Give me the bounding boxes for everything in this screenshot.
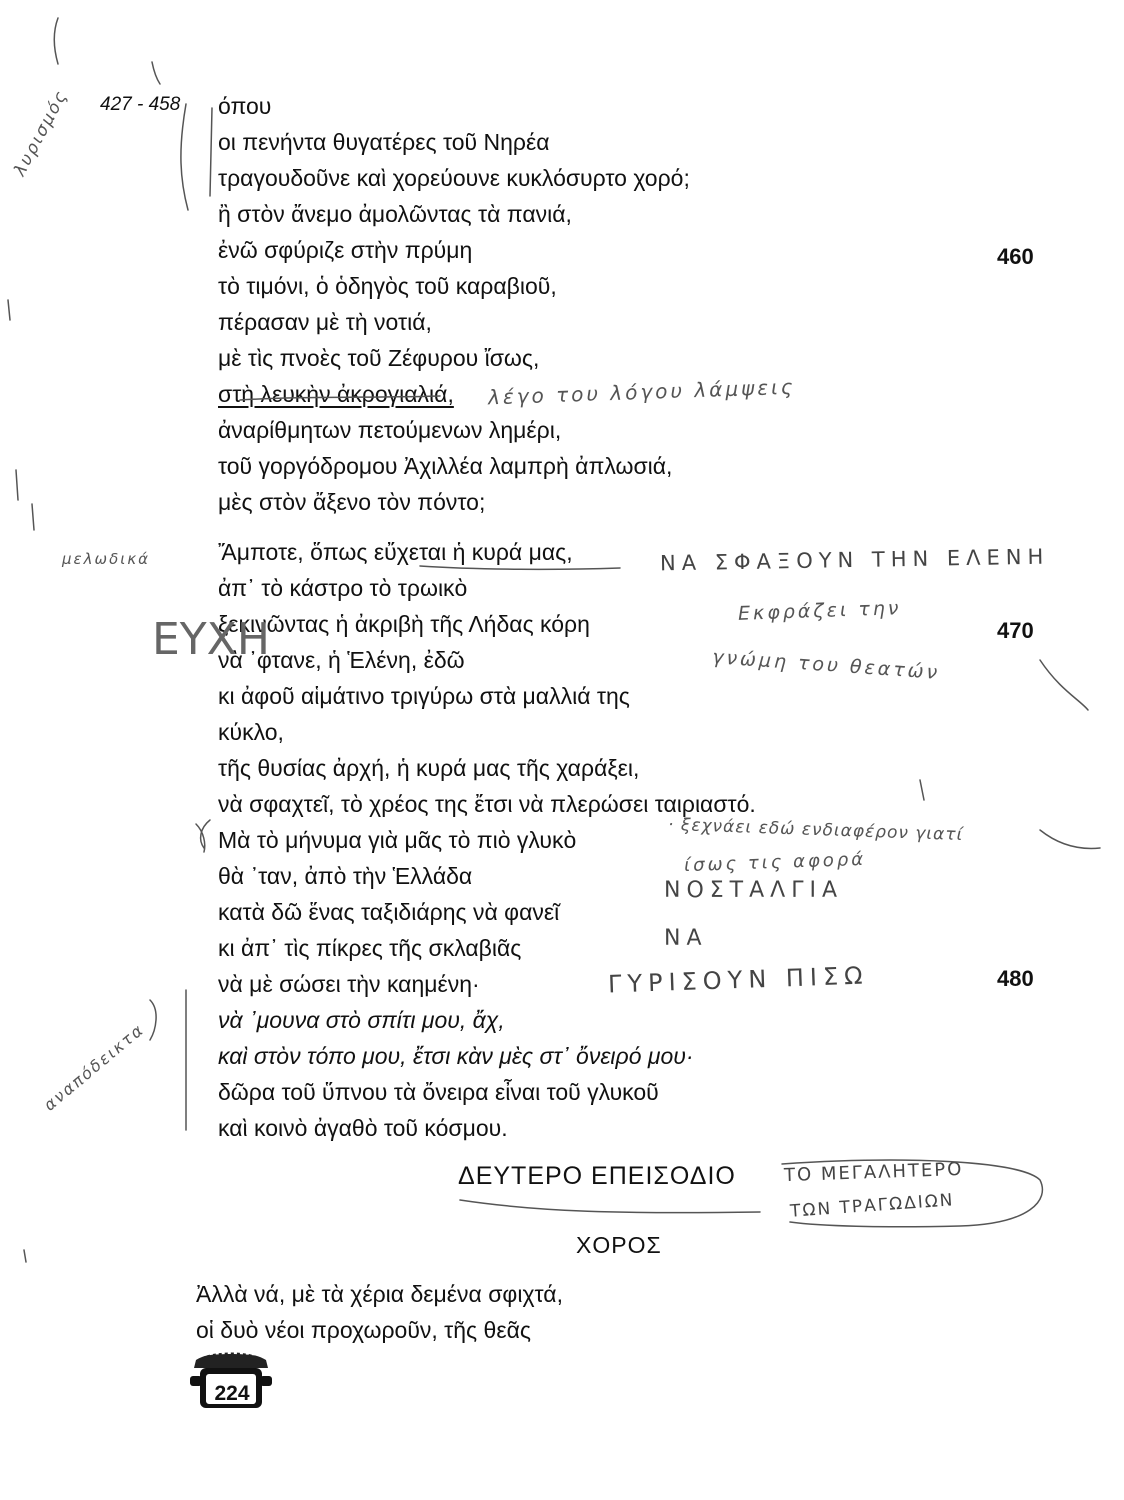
verse-line: Ἄμποτε, ὅπως εὔχεται ἡ κυρά μας,	[218, 539, 573, 565]
verse-line: κι ἀφοῦ αἱμάτινο τριγύρω στὰ μαλλιά της	[218, 683, 630, 709]
verse-line: μὲς στὸν ἄξενο τὸν πόντο;	[218, 489, 486, 515]
verse-line: ἀπ᾿ τὸ κάστρο τὸ τρωικὸ	[218, 575, 468, 601]
line-number: 460	[997, 244, 1034, 269]
verse-line: Ἀλλὰ νά, μὲ τὰ χέρια δεμένα σφιχτά,	[196, 1281, 563, 1307]
verse-line: κατὰ δῶ ἕνας ταξιδιάρης νὰ φανεῖ	[218, 899, 560, 925]
verse-line: νὰ ᾿φτανε, ἡ Ἑλένη, ἐδῶ	[218, 647, 465, 673]
verse-line: τῆς θυσίας ἀρχή, ἡ κυρά μας τῆς χαράξει,	[218, 755, 640, 781]
handwritten-margin-note: μελωδικά	[62, 550, 151, 568]
handwritten-note: · ξεχνάει εδώ ενδιαφέρον γιατί	[667, 814, 964, 846]
verse-line: ἀναρίθμητων πετούμενων λημέρι,	[218, 417, 562, 443]
verse-line: ἢ στὸν ἄνεμο ἀμολῶντας τὰ πανιά,	[218, 201, 572, 227]
handwritten-note: ΝΟΣΤΑΛΓΙΑ	[664, 878, 844, 903]
verse-line: κύκλο,	[218, 719, 284, 745]
handwritten-note: λέγο του λόγου λάμψεις	[487, 374, 796, 410]
handwritten-note: ΓΥΡΙΣΟΥΝ ΠΙΣΩ	[607, 961, 869, 999]
verse-line: Μὰ τὸ μήνυμα γιὰ μᾶς τὸ πιὸ γλυκὸ	[218, 827, 577, 853]
handwritten-note: ΤΟ ΜΕΓΑΛΗΤΕΡΟ	[783, 1158, 964, 1187]
verse-line: καὶ κοινὸ ἀγαθὸ τοῦ κόσμου.	[218, 1115, 508, 1141]
handwritten-note: ΝΑ	[664, 926, 708, 951]
verse-line: νὰ σφαχτεῖ, τὸ χρέος της ἔτσι νὰ πλερώσει ταιριαστό.	[218, 791, 756, 817]
verse-line-italic: καὶ στὸν τόπο μου, ἔτσι κὰν μὲς στ᾿ ὄνειρό μου·	[218, 1043, 694, 1069]
page-number: 224	[214, 1382, 250, 1405]
handwritten-note: γνώμη του θεατών	[711, 646, 941, 684]
handwritten-note: Εκφράζει την	[737, 597, 902, 625]
verse-line: τοῦ γοργόδρομου Ἀχιλλέα λαμπρὴ ἀπλωσιά,	[218, 453, 673, 479]
stanza-2	[218, 534, 756, 1146]
section-subheading: ΧΟΡΟΣ	[576, 1232, 662, 1258]
verse-line: τὸ τιμόνι, ὁ ὁδηγὸς τοῦ καραβιοῦ,	[218, 273, 557, 299]
handwritten-note: ίσως τις αφορά	[683, 848, 867, 877]
line-number: 470	[997, 618, 1034, 643]
handwritten-margin-note: αναπόδεικτα	[40, 1019, 148, 1115]
handwritten-note: ΤΩΝ ΤΡΑΓΩΔΙΩΝ	[789, 1190, 956, 1222]
verse-line: πέρασαν μὲ τὴ νοτιά,	[218, 309, 432, 335]
verse-line: θὰ ᾿ταν, ἀπὸ τὴν Ἑλλάδα	[218, 863, 473, 889]
verse-line: οι πενήντα θυγατέρες τοῦ Νηρέα	[218, 129, 550, 155]
verse-line: δῶρα τοῦ ὕπνου τὰ ὄνειρα εἶναι τοῦ γλυκοῦ	[218, 1079, 659, 1105]
verse-line: ξεκινῶντας ἡ ἀκριβὴ τῆς Λήδας κόρη	[218, 611, 590, 637]
verse-line-underlined: στὴ λευκὴν ἀκρογιαλιά,	[218, 381, 454, 407]
verse-line: μὲ τὶς πνοὲς τοῦ Ζέφυρου ἴσως,	[218, 345, 540, 371]
stanza-3	[196, 1276, 563, 1348]
handwritten-note: ΝΑ ΣΦΑΞΟΥΝ ΤΗΝ ΕΛΕΝΗ	[659, 544, 1050, 576]
verse-line: όπου	[218, 93, 272, 119]
handwritten-vertical-word: ΕΥΧΗ	[152, 614, 270, 665]
verse-line: οἱ δυὸ νέοι προχωροῦν, τῆς θεᾶς	[196, 1317, 531, 1343]
handwritten-margin-note: λυρισμός	[10, 86, 72, 180]
stanza-1	[218, 88, 690, 520]
verse-line: ἐνῶ σφύριζε στὴν πρύμη	[218, 237, 473, 263]
verse-line: κι ἀπ᾿ τὶς πίκρες τῆς σκλαβιᾶς	[218, 935, 522, 961]
line-number: 480	[997, 966, 1034, 991]
verse-line-italic: νὰ ᾿μουνα στὸ σπίτι μου, ἄχ,	[218, 1007, 505, 1033]
verse-line: τραγουδοῦνε καὶ χορεύουνε κυκλόσυρτο χορό;	[218, 165, 690, 191]
section-heading: ΔΕΥΤΕΡΟ ΕΠΕΙΣΟΔΙΟ	[458, 1162, 736, 1190]
line-range-label: 427 - 458	[100, 94, 181, 115]
verse-line: νὰ μὲ σώσει τὴν καημένη·	[218, 971, 480, 997]
